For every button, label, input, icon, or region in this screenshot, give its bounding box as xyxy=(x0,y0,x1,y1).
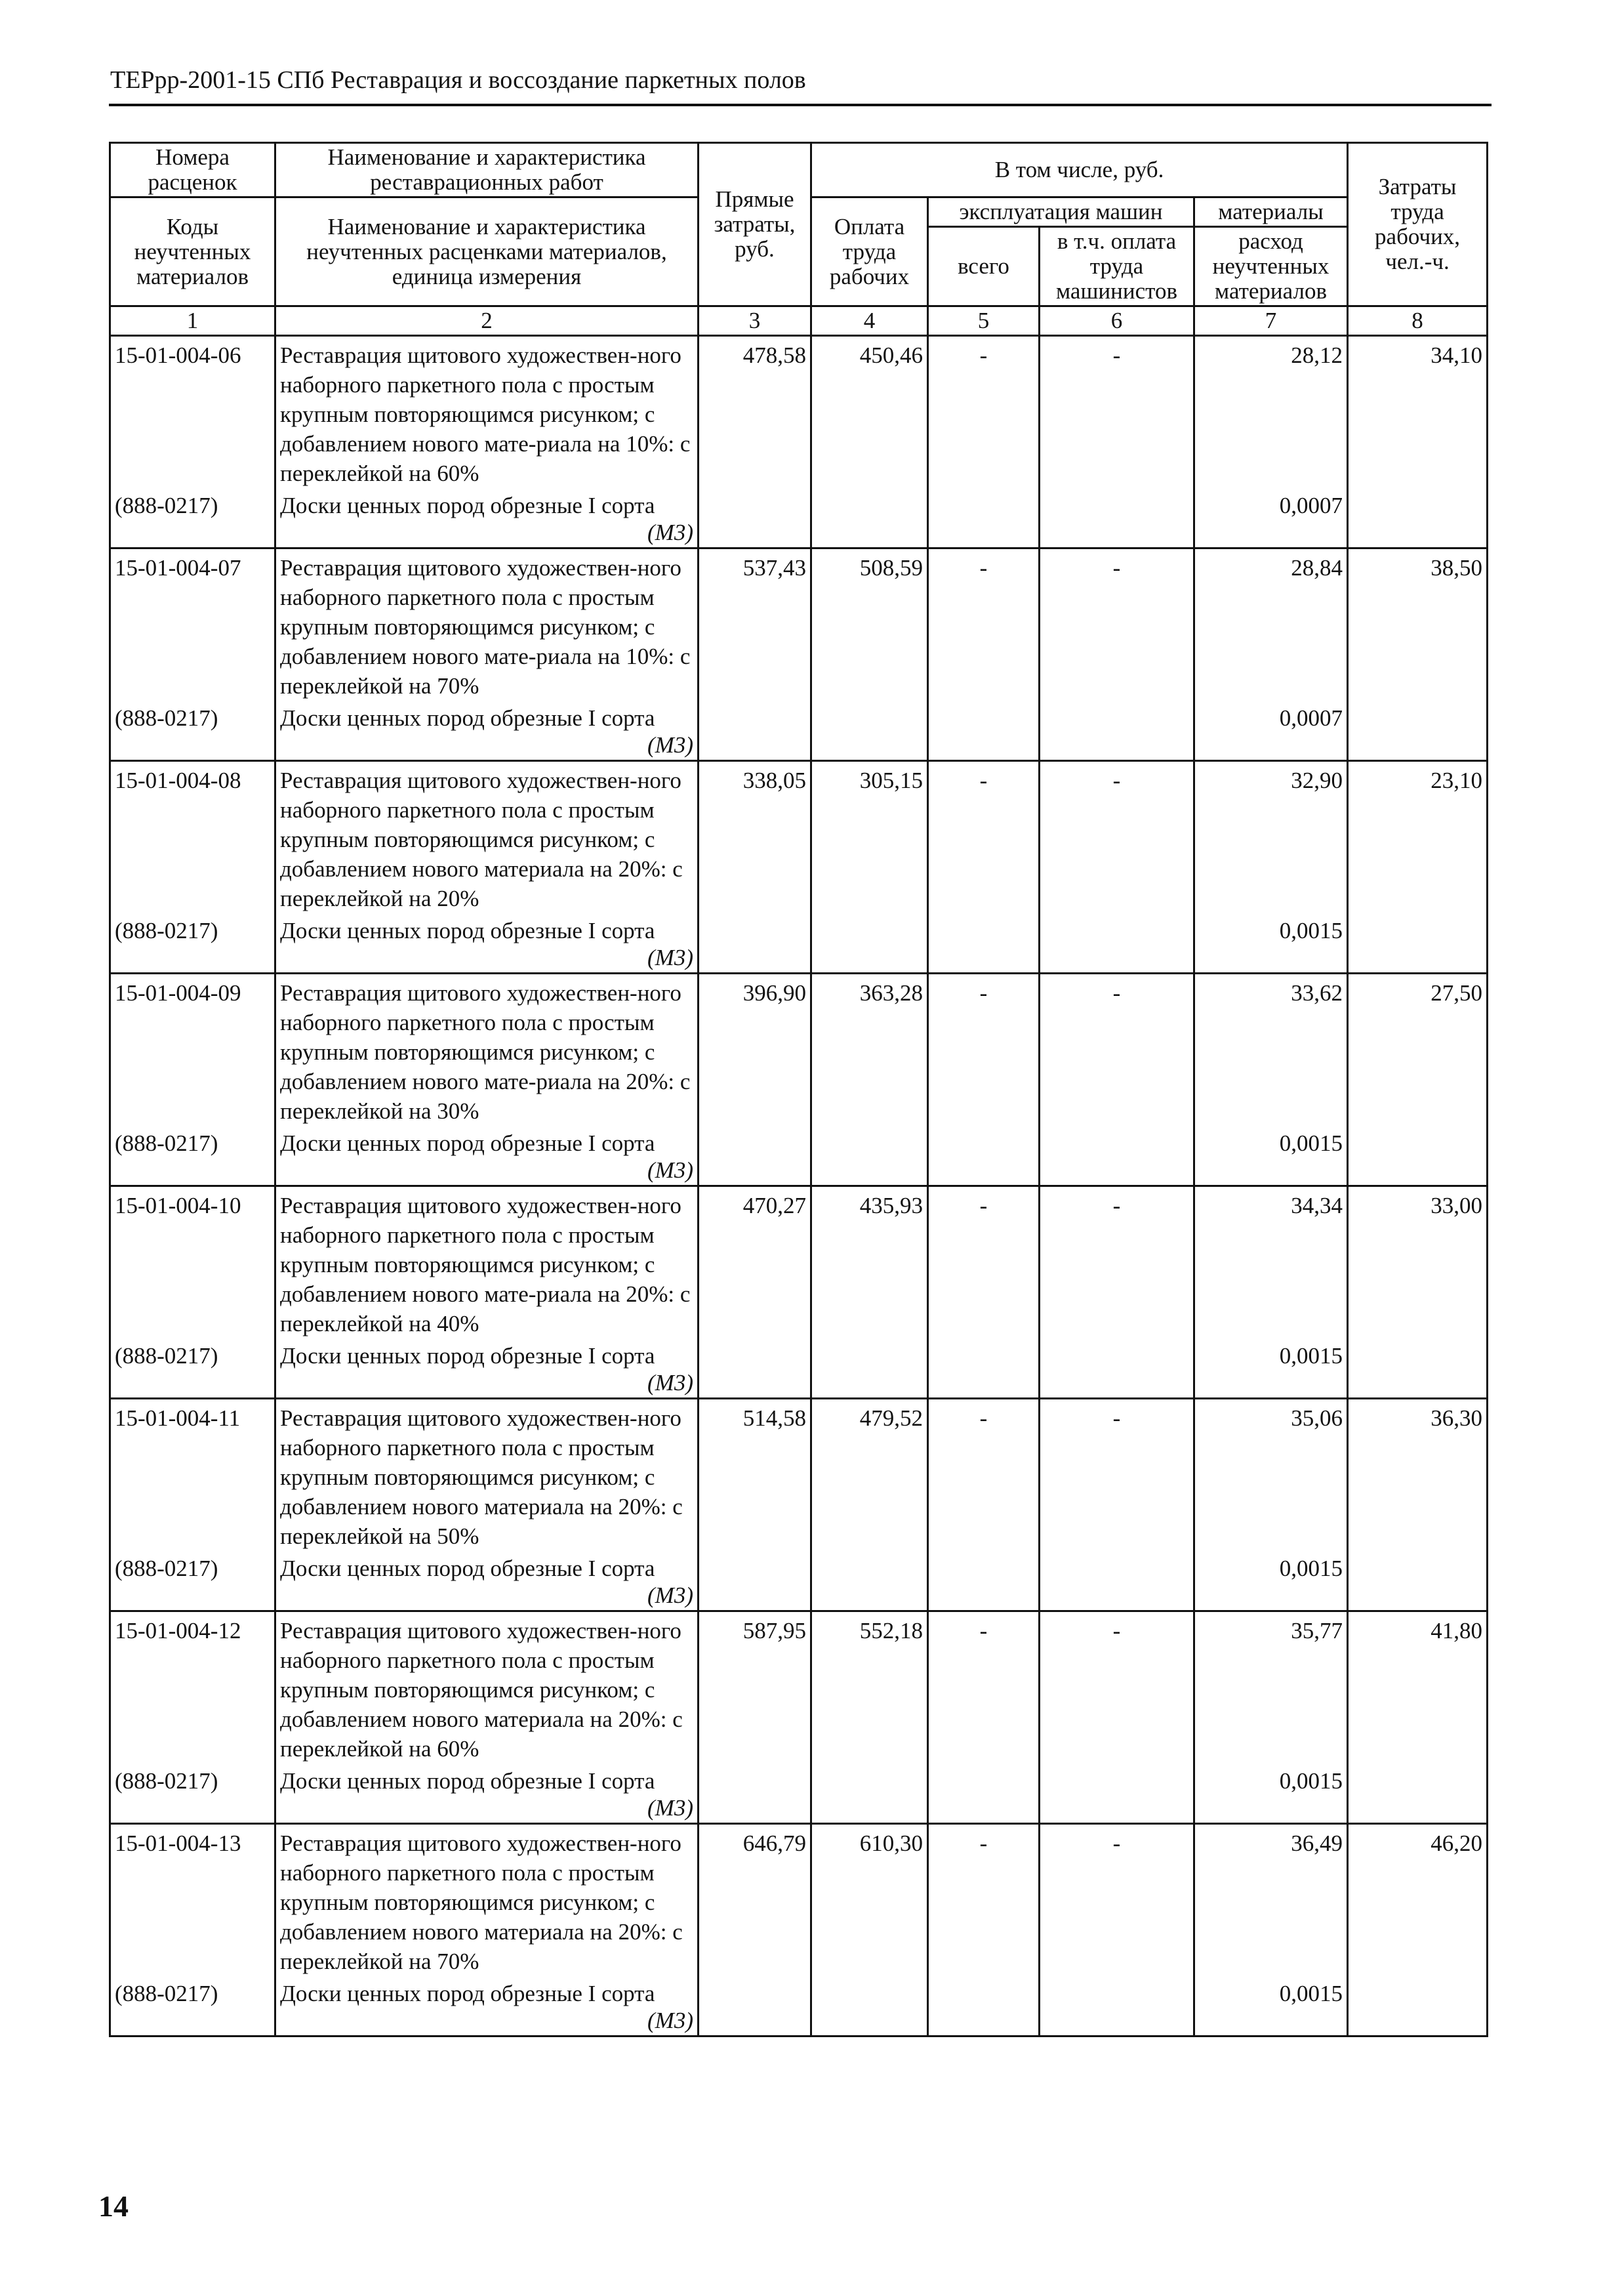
empty-cell xyxy=(699,1977,811,2037)
header-labor-hours: Затраты труда рабочих, чел.-ч. xyxy=(1348,143,1488,306)
empty-cell xyxy=(811,1765,928,1824)
empty-cell xyxy=(1040,915,1194,974)
column-number: 3 xyxy=(699,306,811,336)
work-description: Реставрация щитового художествен-ного наборного паркетного пола с простым крупным повторяющимся рисунком; с добавлением нового мате-риала на 10%: с переклейкой на 70% xyxy=(275,548,699,703)
header-machines: эксплуатация машин xyxy=(928,197,1194,227)
machinists-pay: - xyxy=(1040,761,1194,915)
header-divider xyxy=(109,104,1492,106)
material-row xyxy=(110,489,1488,548)
empty-cell xyxy=(811,915,928,974)
empty-cell xyxy=(1040,489,1194,548)
machinists-pay: - xyxy=(1040,1611,1194,1766)
machines-total: - xyxy=(928,761,1040,915)
page-header-title: ТЕРрр-2001-15 СПб Реставрация и воссоздание паркетных полов xyxy=(110,66,806,94)
empty-cell xyxy=(928,489,1040,548)
labor-pay: 363,28 xyxy=(811,974,928,1128)
material-quantity: 0,0007 xyxy=(1194,702,1348,761)
header-rate-numbers: Номера расценок xyxy=(110,143,275,197)
table-row xyxy=(110,1611,1488,1766)
labor-hours: 46,20 xyxy=(1348,1824,1488,1978)
empty-cell xyxy=(928,915,1040,974)
empty-cell xyxy=(1348,702,1488,761)
table-row xyxy=(110,548,1488,703)
empty-cell xyxy=(1040,1340,1194,1399)
empty-cell xyxy=(811,489,928,548)
direct-costs: 537,43 xyxy=(699,548,811,703)
empty-cell xyxy=(699,1340,811,1399)
material-cell xyxy=(275,1340,699,1399)
empty-cell xyxy=(699,702,811,761)
machines-total: - xyxy=(928,974,1040,1128)
material-row xyxy=(110,915,1488,974)
labor-hours: 36,30 xyxy=(1348,1399,1488,1553)
empty-cell xyxy=(811,1977,928,2037)
labor-hours: 23,10 xyxy=(1348,761,1488,915)
empty-cell xyxy=(1040,1552,1194,1611)
material-name: Доски ценных пород обрезные I сорта xyxy=(280,705,655,731)
empty-cell xyxy=(811,1340,928,1399)
header-material-consumption: расход неучтенных материалов xyxy=(1194,227,1348,306)
header-work-name: Наименование и характеристика реставрационных работ xyxy=(275,143,699,197)
header-including: В том числе, руб. xyxy=(811,143,1348,197)
empty-cell xyxy=(1348,1977,1488,2037)
page-number: 14 xyxy=(98,2189,129,2223)
labor-pay: 508,59 xyxy=(811,548,928,703)
empty-cell xyxy=(699,489,811,548)
header-labor-pay: Оплата труда рабочих xyxy=(811,197,928,306)
material-name: Доски ценных пород обрезные I сорта xyxy=(280,493,655,518)
direct-costs: 646,79 xyxy=(699,1824,811,1978)
material-unit: (М3) xyxy=(647,945,693,970)
direct-costs: 514,58 xyxy=(699,1399,811,1553)
empty-cell xyxy=(699,915,811,974)
empty-cell xyxy=(1040,1127,1194,1186)
materials-cost: 36,49 xyxy=(1194,1824,1348,1978)
material-cell xyxy=(275,1552,699,1611)
material-quantity: 0,0015 xyxy=(1194,1340,1348,1399)
material-unit: (М3) xyxy=(647,1582,693,1608)
work-description: Реставрация щитового художествен-ного наборного паркетного пола с простым крупным повторяющимся рисунком; с добавлением нового мате-риала на 20%: с переклейкой на 30% xyxy=(275,974,699,1128)
machines-total: - xyxy=(928,1186,1040,1340)
labor-pay: 450,46 xyxy=(811,336,928,490)
material-quantity: 0,0007 xyxy=(1194,489,1348,548)
table-body xyxy=(110,336,1488,2037)
empty-cell xyxy=(1348,1340,1488,1399)
material-cell xyxy=(275,915,699,974)
empty-cell xyxy=(1040,1977,1194,2037)
header-machines-total: всего xyxy=(928,227,1040,306)
table-header xyxy=(110,143,1488,336)
empty-cell xyxy=(1348,915,1488,974)
rate-code: 15-01-004-12 xyxy=(110,1611,275,1766)
table-row xyxy=(110,974,1488,1128)
material-quantity: 0,0015 xyxy=(1194,1977,1348,2037)
material-quantity: 0,0015 xyxy=(1194,915,1348,974)
header-materials: материалы xyxy=(1194,197,1348,227)
materials-cost: 32,90 xyxy=(1194,761,1348,915)
material-code: (888-0217) xyxy=(110,1977,275,2037)
machines-total: - xyxy=(928,1824,1040,1978)
material-quantity: 0,0015 xyxy=(1194,1127,1348,1186)
empty-cell xyxy=(699,1127,811,1186)
column-number: 8 xyxy=(1348,306,1488,336)
column-number: 1 xyxy=(110,306,275,336)
material-quantity: 0,0015 xyxy=(1194,1552,1348,1611)
table-row xyxy=(110,336,1488,490)
table-row xyxy=(110,761,1488,915)
column-number: 2 xyxy=(275,306,699,336)
rate-code: 15-01-004-11 xyxy=(110,1399,275,1553)
empty-cell xyxy=(928,1977,1040,2037)
work-description: Реставрация щитового художествен-ного наборного паркетного пола с простым крупным повторяющимся рисунком; с добавлением нового мате-риала на 20%: с переклейкой на 40% xyxy=(275,1186,699,1340)
empty-cell xyxy=(1040,1765,1194,1824)
machines-total: - xyxy=(928,336,1040,490)
machinists-pay: - xyxy=(1040,1824,1194,1978)
material-name: Доски ценных пород обрезные I сорта xyxy=(280,1130,655,1156)
rate-code: 15-01-004-07 xyxy=(110,548,275,703)
material-row xyxy=(110,1977,1488,2037)
column-number: 7 xyxy=(1194,306,1348,336)
header-material-codes: Коды неучтенных материалов xyxy=(110,197,275,306)
labor-hours: 33,00 xyxy=(1348,1186,1488,1340)
header-machinists-pay: в т.ч. оплата труда машинистов xyxy=(1040,227,1194,306)
machinists-pay: - xyxy=(1040,548,1194,703)
material-cell xyxy=(275,1765,699,1824)
material-code: (888-0217) xyxy=(110,915,275,974)
material-cell xyxy=(275,1977,699,2037)
direct-costs: 478,58 xyxy=(699,336,811,490)
labor-hours: 34,10 xyxy=(1348,336,1488,490)
material-code: (888-0217) xyxy=(110,1127,275,1186)
material-name: Доски ценных пород обрезные I сорта xyxy=(280,1768,655,1794)
work-description: Реставрация щитового художествен-ного наборного паркетного пола с простым крупным повторяющимся рисунком; с добавлением нового материала на 20%: с переклейкой на 60% xyxy=(275,1611,699,1766)
empty-cell xyxy=(811,1552,928,1611)
rate-code: 15-01-004-13 xyxy=(110,1824,275,1978)
rates-table xyxy=(109,142,1488,2037)
material-name: Доски ценных пород обрезные I сорта xyxy=(280,1343,655,1369)
empty-cell xyxy=(928,702,1040,761)
labor-pay: 479,52 xyxy=(811,1399,928,1553)
material-row xyxy=(110,1340,1488,1399)
rate-code: 15-01-004-10 xyxy=(110,1186,275,1340)
material-row xyxy=(110,702,1488,761)
empty-cell xyxy=(699,1765,811,1824)
material-unit: (М3) xyxy=(647,1795,693,1821)
column-numbers-row xyxy=(110,306,1488,336)
labor-pay: 610,30 xyxy=(811,1824,928,1978)
header-direct-costs: Прямые затраты, руб. xyxy=(699,143,811,306)
material-name: Доски ценных пород обрезные I сорта xyxy=(280,918,655,943)
rate-code: 15-01-004-08 xyxy=(110,761,275,915)
work-description: Реставрация щитового художествен-ного наборного паркетного пола с простым крупным повторяющимся рисунком; с добавлением нового материала на 20%: с переклейкой на 70% xyxy=(275,1824,699,1978)
materials-cost: 28,12 xyxy=(1194,336,1348,490)
materials-cost: 35,77 xyxy=(1194,1611,1348,1766)
empty-cell xyxy=(928,1552,1040,1611)
table-row xyxy=(110,1186,1488,1340)
empty-cell xyxy=(928,1127,1040,1186)
direct-costs: 338,05 xyxy=(699,761,811,915)
material-unit: (М3) xyxy=(647,2008,693,2033)
direct-costs: 587,95 xyxy=(699,1611,811,1766)
header-material-name: Наименование и характеристика неучтенных расценками материалов, единица измерения xyxy=(275,197,699,306)
rate-code: 15-01-004-09 xyxy=(110,974,275,1128)
materials-cost: 34,34 xyxy=(1194,1186,1348,1340)
material-row xyxy=(110,1127,1488,1186)
empty-cell xyxy=(1040,702,1194,761)
material-unit: (М3) xyxy=(647,520,693,545)
material-cell xyxy=(275,702,699,761)
machinists-pay: - xyxy=(1040,1186,1194,1340)
labor-pay: 552,18 xyxy=(811,1611,928,1766)
empty-cell xyxy=(928,1765,1040,1824)
work-description: Реставрация щитового художествен-ного наборного паркетного пола с простым крупным повторяющимся рисунком; с добавлением нового материала на 20%: с переклейкой на 50% xyxy=(275,1399,699,1553)
material-code: (888-0217) xyxy=(110,489,275,548)
work-description: Реставрация щитового художествен-ного наборного паркетного пола с простым крупным повторяющимся рисунком; с добавлением нового материала на 20%: с переклейкой на 20% xyxy=(275,761,699,915)
material-unit: (М3) xyxy=(647,1157,693,1183)
labor-hours: 38,50 xyxy=(1348,548,1488,703)
machinists-pay: - xyxy=(1040,336,1194,490)
labor-pay: 305,15 xyxy=(811,761,928,915)
materials-cost: 35,06 xyxy=(1194,1399,1348,1553)
material-code: (888-0217) xyxy=(110,702,275,761)
material-name: Доски ценных пород обрезные I сорта xyxy=(280,1981,655,2006)
direct-costs: 396,90 xyxy=(699,974,811,1128)
material-name: Доски ценных пород обрезные I сорта xyxy=(280,1556,655,1581)
material-code: (888-0217) xyxy=(110,1552,275,1611)
material-unit: (М3) xyxy=(647,732,693,758)
table-row xyxy=(110,1399,1488,1553)
empty-cell xyxy=(1348,1765,1488,1824)
machinists-pay: - xyxy=(1040,1399,1194,1553)
labor-hours: 41,80 xyxy=(1348,1611,1488,1766)
empty-cell xyxy=(1348,1127,1488,1186)
labor-pay: 435,93 xyxy=(811,1186,928,1340)
direct-costs: 470,27 xyxy=(699,1186,811,1340)
material-code: (888-0217) xyxy=(110,1765,275,1824)
table-row xyxy=(110,1824,1488,1978)
material-unit: (М3) xyxy=(647,1370,693,1396)
column-number: 5 xyxy=(928,306,1040,336)
machines-total: - xyxy=(928,1611,1040,1766)
material-cell xyxy=(275,489,699,548)
material-row xyxy=(110,1765,1488,1824)
empty-cell xyxy=(811,1127,928,1186)
empty-cell xyxy=(928,1340,1040,1399)
empty-cell xyxy=(699,1552,811,1611)
material-quantity: 0,0015 xyxy=(1194,1765,1348,1824)
machines-total: - xyxy=(928,548,1040,703)
work-description: Реставрация щитового художествен-ного наборного паркетного пола с простым крупным повторяющимся рисунком; с добавлением нового мате-риала на 10%: с переклейкой на 60% xyxy=(275,336,699,490)
materials-cost: 33,62 xyxy=(1194,974,1348,1128)
empty-cell xyxy=(1348,1552,1488,1611)
labor-hours: 27,50 xyxy=(1348,974,1488,1128)
material-cell xyxy=(275,1127,699,1186)
column-number: 4 xyxy=(811,306,928,336)
column-number: 6 xyxy=(1040,306,1194,336)
rate-code: 15-01-004-06 xyxy=(110,336,275,490)
empty-cell xyxy=(1348,489,1488,548)
machinists-pay: - xyxy=(1040,974,1194,1128)
material-row xyxy=(110,1552,1488,1611)
material-code: (888-0217) xyxy=(110,1340,275,1399)
empty-cell xyxy=(811,702,928,761)
materials-cost: 28,84 xyxy=(1194,548,1348,703)
machines-total: - xyxy=(928,1399,1040,1553)
